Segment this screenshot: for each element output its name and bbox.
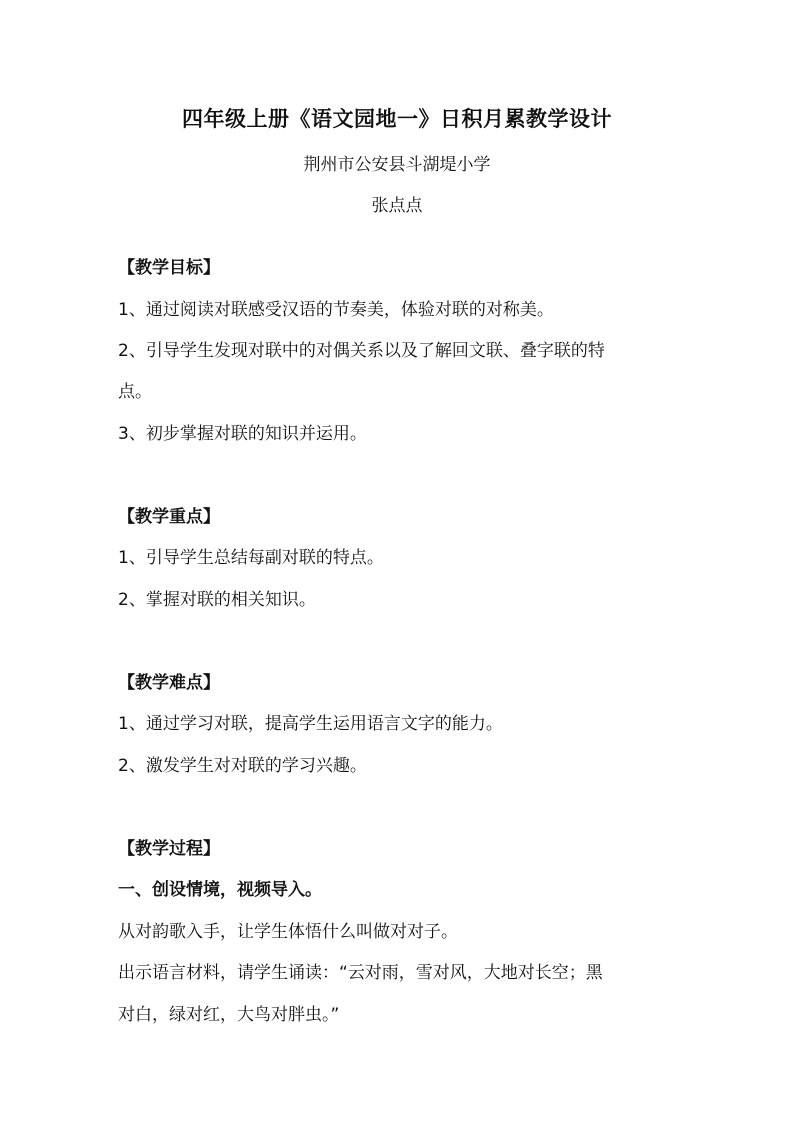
key-point-item-2: 2、掌握对联的相关知识。: [118, 590, 316, 610]
school-name: 荆州市公安县斗湖堤小学: [303, 155, 491, 175]
section-heading-process: 【教学过程】: [118, 839, 220, 859]
section-heading-key-points: 【教学重点】: [118, 507, 220, 527]
process-step-1-title: 一、创设情境，视频导入。: [118, 880, 322, 900]
difficulty-item-1: 1、通过学习对联，提高学生运用语言文字的能力。: [118, 714, 503, 734]
section-heading-goals: 【教学目标】: [118, 258, 220, 278]
section-heading-difficulties: 【教学难点】: [118, 673, 220, 693]
goal-item-1: 1、通过阅读对联感受汉语的节奏美，体验对联的对称美。: [118, 300, 554, 320]
process-line-1: 从对韵歌入手，让学生体悟什么叫做对对子。: [118, 922, 458, 942]
difficulty-item-2: 2、激发学生对对联的学习兴趣。: [118, 756, 367, 776]
author-name: 张点点: [371, 196, 423, 216]
goal-item-3: 3、初步掌握对联的知识并运用。: [118, 424, 367, 444]
key-point-item-1: 1、引导学生总结每副对联的特点。: [118, 548, 384, 568]
goal-item-2: 2、引导学生发现对联中的对偶关系以及了解回文联、叠字联的特: [118, 341, 605, 361]
document-title: 四年级上册《语文园地一》日积月累教学设计: [182, 106, 612, 131]
process-line-2: 出示语言材料，请学生诵读：“云对雨，雪对风，大地对长空；黑: [118, 963, 603, 983]
process-line-3: 对白，绿对红，大鸟对胖虫。”: [118, 1005, 340, 1025]
goal-item-2-continued: 点。: [118, 382, 152, 402]
